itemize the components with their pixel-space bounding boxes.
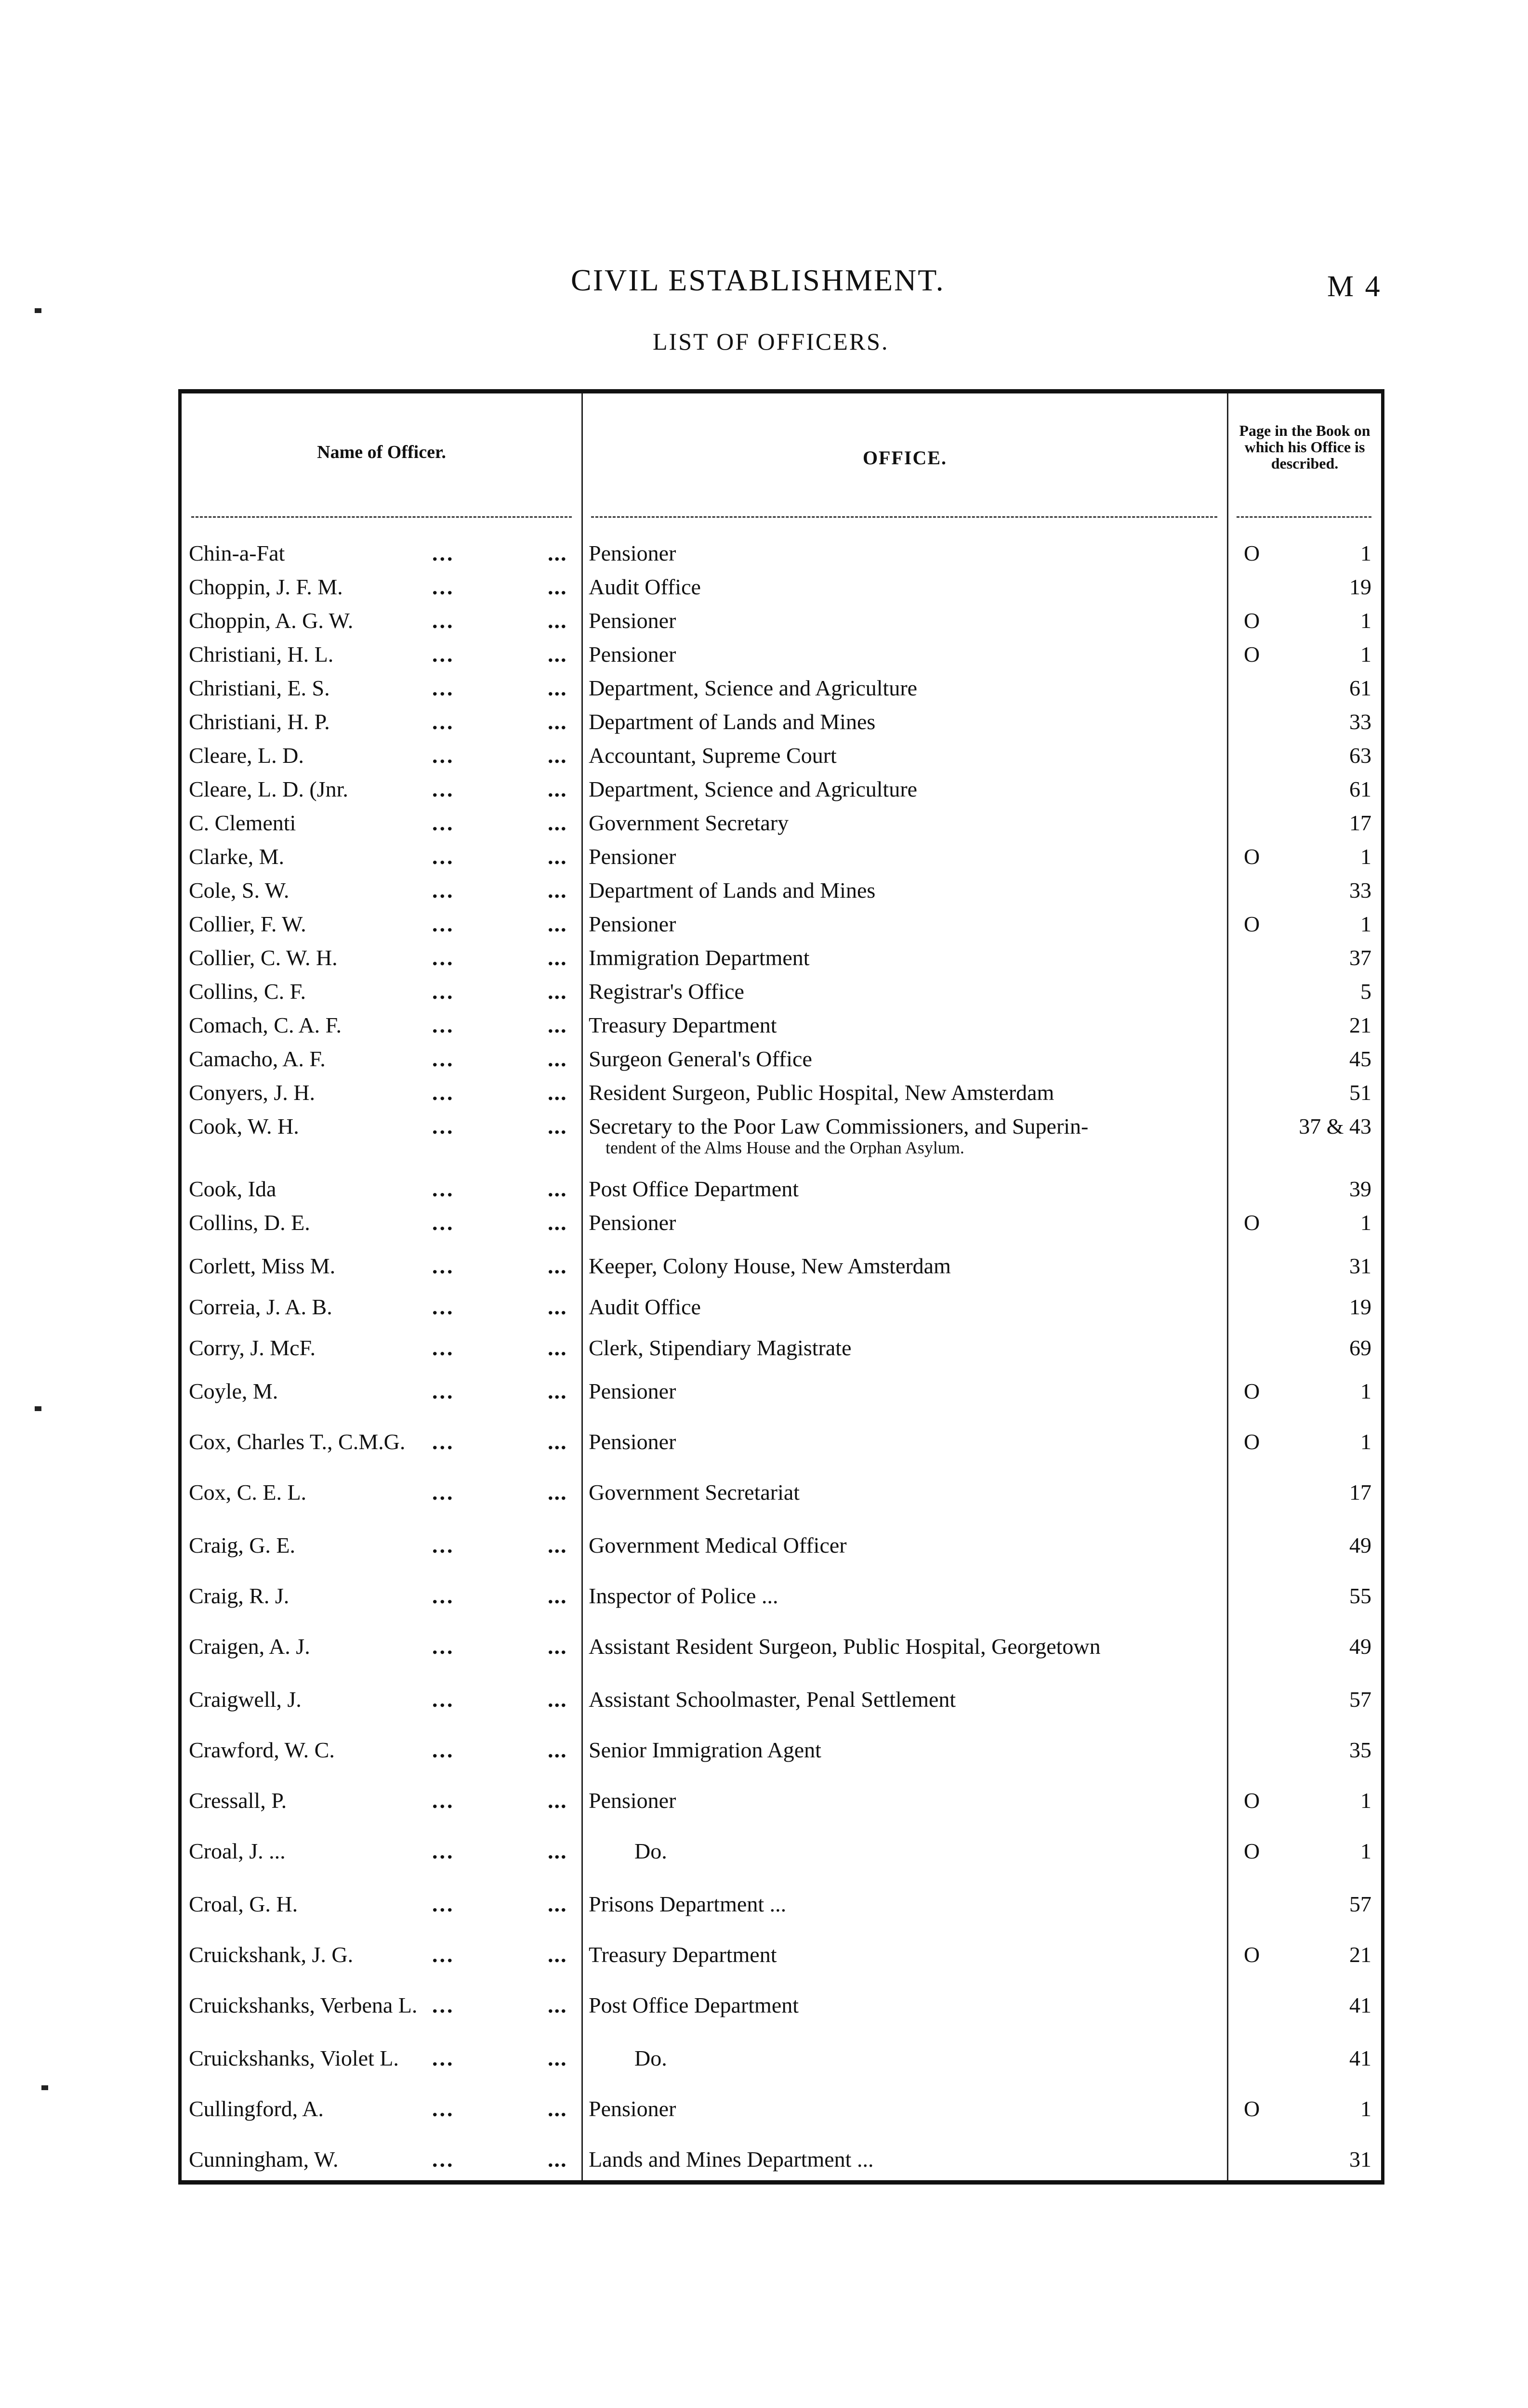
officer-name: Craigwell, J. xyxy=(189,1687,302,1712)
ordinance-mark: O xyxy=(1244,844,1260,869)
leader-dots: ... xyxy=(432,1114,455,1139)
table-row xyxy=(182,1335,1381,1370)
page-number: 39 xyxy=(1349,1177,1371,1201)
leader-dots: ... xyxy=(548,1687,567,1712)
office-title: Lands and Mines Department ... xyxy=(589,2147,874,2172)
office-title-continuation: tendent of the Alms House and the Orphan Asylum. xyxy=(606,1138,964,1157)
leader-dots: ... xyxy=(548,1177,567,1201)
leader-dots: ... xyxy=(432,676,455,700)
ordinance-mark: O xyxy=(1244,2096,1260,2121)
table-row xyxy=(182,1634,1381,1668)
leader-dots: ... xyxy=(548,1080,567,1105)
table-row xyxy=(182,810,1381,845)
leader-dots: ... xyxy=(432,1295,455,1319)
leader-dots: ... xyxy=(432,878,455,903)
office-title: Assistant Resident Surgeon, Public Hospital, Georgetown xyxy=(589,1634,1101,1659)
leader-dots: ... xyxy=(548,1892,567,1916)
table-row xyxy=(182,1210,1381,1244)
table-row xyxy=(182,1046,1381,1081)
page-number: 69 xyxy=(1349,1335,1371,1360)
leader-dots: ... xyxy=(548,2147,567,2172)
page-number: 21 xyxy=(1349,1013,1371,1037)
leader-dots: ... xyxy=(548,1254,567,1278)
leader-dots: ... xyxy=(432,608,455,633)
page-number: 49 xyxy=(1349,1634,1371,1659)
leader-dots: ... xyxy=(548,1210,567,1235)
table-row xyxy=(182,1687,1381,1721)
leader-dots: ... xyxy=(548,1013,567,1037)
leader-dots: ... xyxy=(432,541,455,565)
leader-dots: ... xyxy=(432,844,455,869)
ordinance-mark: O xyxy=(1244,912,1260,936)
leader-dots: ... xyxy=(548,2046,567,2070)
table-row xyxy=(182,979,1381,1013)
officer-name: Croal, G. H. xyxy=(189,1892,298,1916)
officer-name: Cressall, P. xyxy=(189,1788,287,1813)
table-row xyxy=(182,1737,1381,1772)
officer-name: Cruickshanks, Violet L. xyxy=(189,2046,399,2070)
page-number: 17 xyxy=(1349,811,1371,835)
office-title: Assistant Schoolmaster, Penal Settlement xyxy=(589,1687,956,1712)
office-title: Audit Office xyxy=(589,575,701,599)
office-title: Pensioner xyxy=(589,608,676,633)
ordinance-mark: O xyxy=(1244,1942,1260,1967)
office-title: Government Medical Officer xyxy=(589,1533,847,1557)
table-row xyxy=(182,1891,1381,1926)
ordinance-mark: O xyxy=(1244,642,1260,667)
leader-dots: ... xyxy=(548,945,567,970)
leader-dots: ... xyxy=(548,642,567,667)
officer-name: Cook, Ida xyxy=(189,1177,277,1201)
officer-name: Cole, S. W. xyxy=(189,878,290,903)
page-number: 37 xyxy=(1349,945,1371,970)
page-number: 5 xyxy=(1360,979,1371,1004)
office-title: Do. xyxy=(634,2046,667,2070)
office-title: Department, Science and Agriculture xyxy=(589,676,918,700)
leader-dots: ... xyxy=(548,1335,567,1360)
officer-name: Choppin, A. G. W. xyxy=(189,608,354,633)
table-row xyxy=(182,2045,1381,2080)
leader-dots: ... xyxy=(432,1080,455,1105)
officer-name: Corlett, Miss M. xyxy=(189,1254,336,1278)
leader-dots: ... xyxy=(548,777,567,801)
ordinance-mark: O xyxy=(1244,608,1260,633)
officer-name: Conyers, J. H. xyxy=(189,1080,315,1105)
page-subtitle: LIST OF OFFICERS. xyxy=(653,328,889,355)
leader-dots: ... xyxy=(548,912,567,936)
page-number: 1 xyxy=(1360,541,1371,565)
leader-dots: ... xyxy=(432,1533,455,1557)
table-row xyxy=(182,1992,1381,2027)
table-row xyxy=(182,877,1381,912)
margin-mark xyxy=(35,308,41,313)
office-title: Pensioner xyxy=(589,912,676,936)
office-title: Pensioner xyxy=(589,844,676,869)
leader-dots: ... xyxy=(432,1429,455,1454)
table-row xyxy=(182,540,1381,575)
page-number: 1 xyxy=(1360,2096,1371,2121)
leader-dots: ... xyxy=(432,1892,455,1916)
leader-dots: ... xyxy=(432,811,455,835)
table-row xyxy=(182,1838,1381,1873)
table-row xyxy=(182,1113,1381,1157)
officer-name: Correia, J. A. B. xyxy=(189,1295,332,1319)
leader-dots: ... xyxy=(548,1942,567,1967)
leader-dots: ... xyxy=(432,1177,455,1201)
leader-dots: ... xyxy=(548,878,567,903)
table-row xyxy=(182,709,1381,744)
office-title: Prisons Department ... xyxy=(589,1892,787,1916)
page-number: 57 xyxy=(1349,1892,1371,1916)
leader-dots: ... xyxy=(432,777,455,801)
page-number: 33 xyxy=(1349,878,1371,903)
officer-name: Camacho, A. F. xyxy=(189,1047,326,1071)
office-title: Department of Lands and Mines xyxy=(589,878,876,903)
column-header-name: Name of Officer. xyxy=(317,442,446,462)
table-row xyxy=(182,743,1381,777)
leader-dots: ... xyxy=(548,1379,567,1403)
leader-dots: ... xyxy=(548,709,567,734)
office-title: Accountant, Supreme Court xyxy=(589,743,837,768)
leader-dots: ... xyxy=(432,1634,455,1659)
officer-name: Cullingford, A. xyxy=(189,2096,324,2121)
office-title: Treasury Department xyxy=(589,1942,777,1967)
table-row xyxy=(182,911,1381,946)
page-number: 57 xyxy=(1349,1687,1371,1712)
office-title: Resident Surgeon, Public Hospital, New Amsterdam xyxy=(589,1080,1054,1105)
table-row xyxy=(182,945,1381,980)
leader-dots: ... xyxy=(432,2096,455,2121)
leader-dots: ... xyxy=(548,1634,567,1659)
officer-name: Collier, F. W. xyxy=(189,912,306,936)
officer-name: Collins, D. E. xyxy=(189,1210,310,1235)
page-number: 1 xyxy=(1360,1210,1371,1235)
page-number: 19 xyxy=(1349,1295,1371,1319)
office-title: Department, Science and Agriculture xyxy=(589,777,918,801)
margin-mark xyxy=(35,1406,41,1411)
office-title: Pensioner xyxy=(589,2096,676,2121)
header-rule xyxy=(191,516,572,518)
leader-dots: ... xyxy=(548,575,567,599)
page-number: 31 xyxy=(1349,2147,1371,2172)
page-number: 61 xyxy=(1349,676,1371,700)
leader-dots: ... xyxy=(548,1533,567,1557)
page-number: 1 xyxy=(1360,1379,1371,1403)
officer-name: Christiani, E. S. xyxy=(189,676,330,700)
leader-dots: ... xyxy=(432,1254,455,1278)
officer-name: Crawford, W. C. xyxy=(189,1738,335,1762)
table-row xyxy=(182,608,1381,642)
header-rule xyxy=(1237,516,1371,518)
page-number: 41 xyxy=(1349,2046,1371,2070)
column-header-office: OFFICE. xyxy=(862,447,948,469)
office-title: Pensioner xyxy=(589,1788,676,1813)
leader-dots: ... xyxy=(432,1993,455,2017)
table-row xyxy=(182,776,1381,811)
table-row xyxy=(182,1583,1381,1618)
officer-name: Cruickshank, J. G. xyxy=(189,1942,354,1967)
leader-dots: ... xyxy=(432,1047,455,1071)
table-row xyxy=(182,844,1381,878)
office-title: Immigration Department xyxy=(589,945,810,970)
margin-mark xyxy=(41,2085,48,2090)
page-reference: M 4 xyxy=(1327,270,1382,303)
office-title: Treasury Department xyxy=(589,1013,777,1037)
leader-dots: ... xyxy=(548,1047,567,1071)
ordinance-mark: O xyxy=(1244,1379,1260,1403)
leader-dots: ... xyxy=(432,1480,455,1505)
page-number: 1 xyxy=(1360,912,1371,936)
table-row xyxy=(182,1479,1381,1514)
ordinance-mark: O xyxy=(1244,1210,1260,1235)
leader-dots: ... xyxy=(432,1942,455,1967)
page-number: 1 xyxy=(1360,642,1371,667)
table-row xyxy=(182,1294,1381,1329)
leader-dots: ... xyxy=(548,743,567,768)
page-number: 17 xyxy=(1349,1480,1371,1505)
officer-name: Cox, Charles T., C.M.G. xyxy=(189,1429,406,1454)
page-number: 45 xyxy=(1349,1047,1371,1071)
header-rule xyxy=(591,516,1217,518)
page-number: 1 xyxy=(1360,844,1371,869)
officer-name: Craig, R. J. xyxy=(189,1584,290,1608)
officer-name: Cunningham, W. xyxy=(189,2147,339,2172)
table-row xyxy=(182,675,1381,710)
leader-dots: ... xyxy=(548,1295,567,1319)
leader-dots: ... xyxy=(548,1429,567,1454)
office-title: Secretary to the Poor Law Commissioners, and Superin- xyxy=(589,1114,1089,1139)
page-number: 51 xyxy=(1349,1080,1371,1105)
page-number: 31 xyxy=(1349,1254,1371,1278)
officer-name: Comach, C. A. F. xyxy=(189,1013,342,1037)
leader-dots: ... xyxy=(432,1379,455,1403)
officer-name: Cruickshanks, Verbena L. xyxy=(189,1993,418,2017)
office-title: Post Office Department xyxy=(589,1177,799,1201)
officer-name: Cleare, L. D. (Jnr. xyxy=(189,777,348,801)
table-row xyxy=(182,1176,1381,1211)
office-title: Pensioner xyxy=(589,1429,676,1454)
office-title: Post Office Department xyxy=(589,1993,799,2017)
officer-name: Christiani, H. L. xyxy=(189,642,334,667)
office-title: Inspector of Police ... xyxy=(589,1584,778,1608)
officer-name: Cox, C. E. L. xyxy=(189,1480,307,1505)
page-number: 35 xyxy=(1349,1738,1371,1762)
leader-dots: ... xyxy=(548,608,567,633)
leader-dots: ... xyxy=(548,844,567,869)
leader-dots: ... xyxy=(548,541,567,565)
ordinance-mark: O xyxy=(1244,1429,1260,1454)
leader-dots: ... xyxy=(432,1210,455,1235)
page-title: CIVIL ESTABLISHMENT. xyxy=(571,263,945,297)
office-title: Pensioner xyxy=(589,541,676,565)
page-number: 41 xyxy=(1349,1993,1371,2017)
leader-dots: ... xyxy=(432,2147,455,2172)
leader-dots: ... xyxy=(432,1687,455,1712)
leader-dots: ... xyxy=(548,979,567,1004)
office-title: Pensioner xyxy=(589,642,676,667)
officer-name: Craigen, A. J. xyxy=(189,1634,310,1659)
leader-dots: ... xyxy=(432,979,455,1004)
officer-name: Corry, J. McF. xyxy=(189,1335,316,1360)
column-header-page: Page in the Book on which his Office is described. xyxy=(1239,422,1370,472)
officer-name: Croal, J. ... xyxy=(189,1839,286,1863)
leader-dots: ... xyxy=(432,1013,455,1037)
office-title: Registrar's Office xyxy=(589,979,744,1004)
officer-name: Chin-a-Fat xyxy=(189,541,285,565)
leader-dots: ... xyxy=(432,1788,455,1813)
leader-dots: ... xyxy=(432,1839,455,1863)
office-title: Clerk, Stipendiary Magistrate xyxy=(589,1335,852,1360)
officer-name: Collier, C. W. H. xyxy=(189,945,338,970)
office-title: Surgeon General's Office xyxy=(589,1047,812,1071)
officer-name: Choppin, J. F. M. xyxy=(189,575,343,599)
leader-dots: ... xyxy=(432,743,455,768)
officer-name: C. Clementi xyxy=(189,811,296,835)
leader-dots: ... xyxy=(548,1480,567,1505)
page-number: 1 xyxy=(1360,1429,1371,1454)
officer-name: Cook, W. H. xyxy=(189,1114,299,1139)
officer-name: Collins, C. F. xyxy=(189,979,306,1004)
page-number: 49 xyxy=(1349,1533,1371,1557)
page-number: 1 xyxy=(1360,1839,1371,1863)
page-number: 21 xyxy=(1349,1942,1371,1967)
ordinance-mark: O xyxy=(1244,1788,1260,1813)
ordinance-mark: O xyxy=(1244,541,1260,565)
officer-name: Christiani, H. P. xyxy=(189,709,330,734)
office-title: Do. xyxy=(634,1839,667,1863)
page-number: 55 xyxy=(1349,1584,1371,1608)
leader-dots: ... xyxy=(548,1738,567,1762)
table-row xyxy=(182,1080,1381,1114)
office-title: Keeper, Colony House, New Amsterdam xyxy=(589,1254,951,1278)
table-row xyxy=(182,574,1381,609)
leader-dots: ... xyxy=(548,676,567,700)
leader-dots: ... xyxy=(432,912,455,936)
page-number: 37 & 43 xyxy=(1299,1114,1371,1139)
leader-dots: ... xyxy=(548,811,567,835)
officer-name: Craig, G. E. xyxy=(189,1533,296,1557)
page-number: 63 xyxy=(1349,743,1371,768)
office-title: Audit Office xyxy=(589,1295,701,1319)
page-number: 1 xyxy=(1360,1788,1371,1813)
leader-dots: ... xyxy=(548,1993,567,2017)
office-title: Pensioner xyxy=(589,1379,676,1403)
leader-dots: ... xyxy=(548,1788,567,1813)
table-row xyxy=(182,1429,1381,1464)
page-number: 61 xyxy=(1349,777,1371,801)
leader-dots: ... xyxy=(548,1584,567,1608)
officer-name: Coyle, M. xyxy=(189,1379,278,1403)
leader-dots: ... xyxy=(432,575,455,599)
table-row xyxy=(182,2146,1381,2181)
office-title: Government Secretariat xyxy=(589,1480,800,1505)
leader-dots: ... xyxy=(548,1114,567,1139)
office-title: Senior Immigration Agent xyxy=(589,1738,821,1762)
table-row xyxy=(182,1942,1381,1976)
table-row xyxy=(182,1532,1381,1567)
leader-dots: ... xyxy=(432,1335,455,1360)
officer-name: Clarke, M. xyxy=(189,844,285,869)
office-title: Department of Lands and Mines xyxy=(589,709,876,734)
officers-table xyxy=(178,389,1384,2185)
leader-dots: ... xyxy=(548,1839,567,1863)
page-number: 33 xyxy=(1349,709,1371,734)
leader-dots: ... xyxy=(432,2046,455,2070)
leader-dots: ... xyxy=(432,1738,455,1762)
table-row xyxy=(182,1253,1381,1288)
leader-dots: ... xyxy=(432,709,455,734)
leader-dots: ... xyxy=(548,2096,567,2121)
leader-dots: ... xyxy=(432,1584,455,1608)
ordinance-mark: O xyxy=(1244,1839,1260,1863)
table-row xyxy=(182,1788,1381,1822)
leader-dots: ... xyxy=(432,642,455,667)
table-row xyxy=(182,1012,1381,1047)
table-row xyxy=(182,1378,1381,1413)
leader-dots: ... xyxy=(432,945,455,970)
officer-name: Cleare, L. D. xyxy=(189,743,304,768)
table-row xyxy=(182,641,1381,676)
page-number: 19 xyxy=(1349,575,1371,599)
office-title: Government Secretary xyxy=(589,811,789,835)
office-title: Pensioner xyxy=(589,1210,676,1235)
page-number: 1 xyxy=(1360,608,1371,633)
table-row xyxy=(182,2096,1381,2131)
